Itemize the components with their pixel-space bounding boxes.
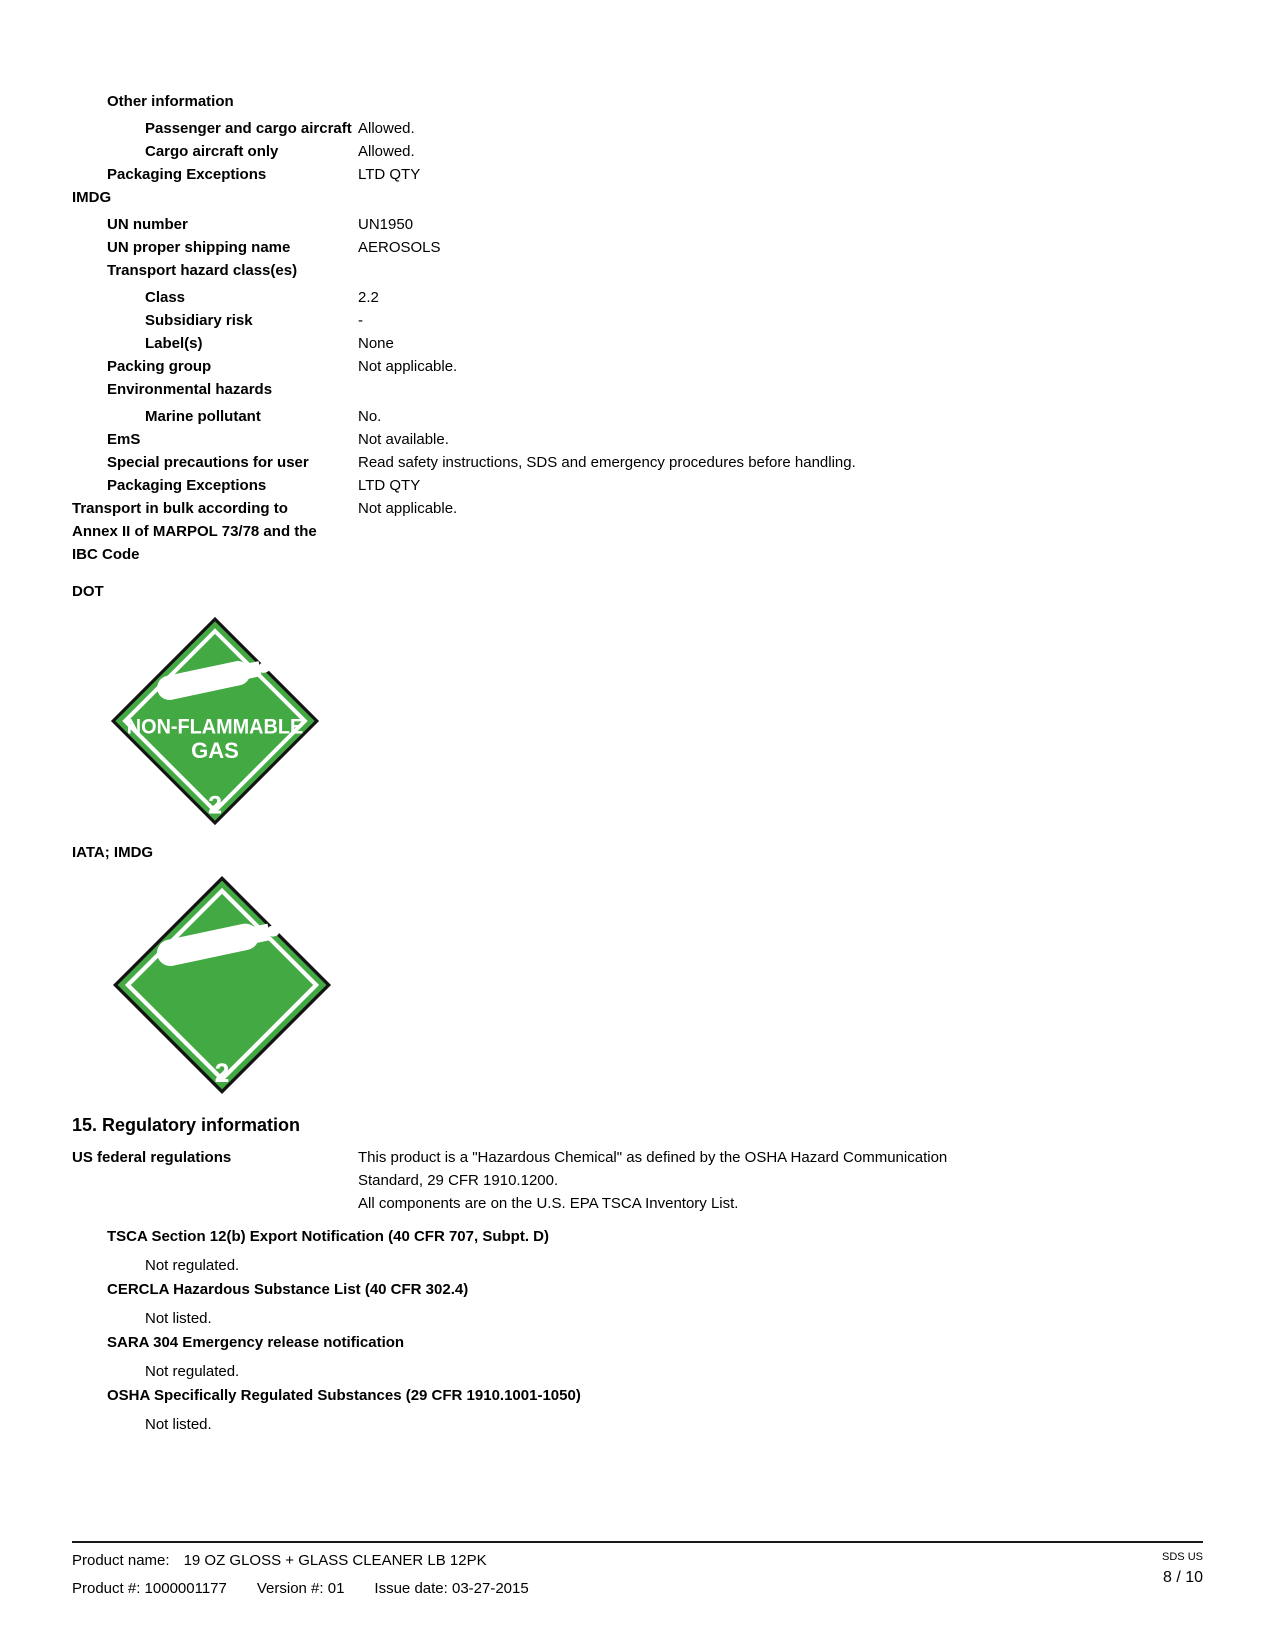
field-value: 2.2 <box>358 289 379 306</box>
field-value: LTD QTY <box>358 166 421 183</box>
field-value: Not applicable. <box>358 358 458 375</box>
field-value: AEROSOLS <box>358 239 441 256</box>
field-label: Passenger and cargo aircraft <box>145 120 352 137</box>
page-footer <box>72 1541 1203 1600</box>
regulation-status: Not listed. <box>145 1416 212 1433</box>
field-label: UN proper shipping name <box>107 239 291 256</box>
field-label: Marine pollutant <box>145 408 261 425</box>
footer-product-name: 19 OZ GLOSS + GLASS CLEANER LB 12PK <box>183 1552 487 1569</box>
transport-row <box>72 286 1203 309</box>
transport-row <box>72 451 1203 474</box>
field-value: Not applicable. <box>358 500 458 517</box>
footer-sds-region: SDS US <box>1162 1551 1203 1563</box>
regulation-subsection-heading: OSHA Specifically Regulated Substances (29 CFR 1910.1001-1050) <box>107 1387 581 1404</box>
transport-row <box>72 474 1203 497</box>
footer-product-number: Product #: 1000001177 <box>72 1580 227 1597</box>
field-value: LTD QTY <box>358 477 421 494</box>
us-federal-regulations-row <box>72 1146 1203 1215</box>
regulation-status: Not regulated. <box>145 1363 240 1380</box>
field-label: EmS <box>107 431 141 448</box>
transport-row <box>72 309 1203 332</box>
placard-class-number: 2 <box>214 1057 230 1088</box>
field-label: Transport in bulk according to Annex II of MARPOL 73/78 and the IBC Code <box>72 500 317 563</box>
field-value: No. <box>358 408 382 425</box>
regulation-subsection-heading: TSCA Section 12(b) Export Notification (40 CFR 707, Subpt. D) <box>107 1228 549 1245</box>
field-label: Environmental hazards <box>107 381 273 398</box>
field-value: Read safety instructions, SDS and emergency procedures before handling. <box>358 454 856 471</box>
transport-row <box>72 405 1203 428</box>
field-label: UN number <box>107 216 188 233</box>
footer-right-block <box>1162 1543 1203 1587</box>
field-label: Special precautions for user <box>107 454 309 471</box>
transport-row <box>72 332 1203 355</box>
field-label: Cargo aircraft only <box>145 143 279 160</box>
transport-row <box>72 213 1203 236</box>
section-15-heading: 15. Regulatory information <box>72 1115 301 1135</box>
placard-text-line2: GAS <box>191 737 239 763</box>
transport-row <box>72 378 1203 401</box>
field-label: IMDG <box>72 189 112 206</box>
placard-class-number: 2 <box>207 791 223 820</box>
transport-row <box>72 140 1203 163</box>
placard-text-line1: NON-FLAMMABLE <box>126 715 304 739</box>
transport-row <box>72 259 1203 282</box>
transport-row <box>72 117 1203 140</box>
transport-row <box>72 163 1203 186</box>
us-federal-line: Standard, 29 CFR 1910.1200. <box>358 1172 559 1189</box>
field-label: Packing group <box>107 358 212 375</box>
field-value <box>358 1146 1203 1215</box>
transport-row <box>72 428 1203 451</box>
field-value: Not available. <box>358 431 449 448</box>
field-value: - <box>358 312 363 329</box>
field-label: Other information <box>107 93 234 110</box>
transport-row <box>72 186 1203 209</box>
transport-row <box>72 355 1203 378</box>
transport-row <box>72 90 1203 113</box>
footer-left-block <box>72 1543 529 1600</box>
regulation-subsection-heading: SARA 304 Emergency release notification <box>107 1334 405 1351</box>
footer-version: Version #: 01 <box>256 1580 345 1597</box>
field-value: Allowed. <box>358 120 415 137</box>
dot-non-flammable-gas-placard <box>110 611 320 831</box>
regulation-status: Not listed. <box>145 1310 212 1327</box>
dot-label: DOT <box>72 583 104 600</box>
regulation-subsection-heading: CERCLA Hazardous Substance List (40 CFR 302.4) <box>107 1281 469 1298</box>
regulation-status: Not regulated. <box>145 1257 240 1274</box>
footer-issue-date: Issue date: 03-27-2015 <box>374 1580 529 1597</box>
iata-imdg-label: IATA; IMDG <box>72 844 154 861</box>
field-label: Transport hazard class(es) <box>107 262 298 279</box>
field-label: Class <box>145 289 186 306</box>
hazard-diamond <box>112 872 332 1098</box>
field-value: UN1950 <box>358 216 414 233</box>
field-label: US federal regulations <box>72 1149 232 1166</box>
field-label: Label(s) <box>145 335 203 352</box>
field-label: Packaging Exceptions <box>107 477 267 494</box>
us-federal-line: This product is a "Hazardous Chemical" as defined by the OSHA Hazard Communication <box>358 1149 948 1166</box>
field-label: Packaging Exceptions <box>107 166 267 183</box>
hazard-diamond <box>110 611 320 831</box>
iata-imdg-gas-placard <box>112 872 332 1098</box>
footer-page-indicator: 8 / 10 <box>1162 1569 1203 1586</box>
field-value: None <box>358 335 394 352</box>
field-value: Allowed. <box>358 143 415 160</box>
footer-product-name-label: Product name: <box>72 1552 170 1569</box>
field-label: Subsidiary risk <box>145 312 253 329</box>
transport-row <box>72 236 1203 259</box>
us-federal-line: All components are on the U.S. EPA TSCA Inventory List. <box>358 1195 739 1212</box>
transport-row <box>72 497 1203 566</box>
